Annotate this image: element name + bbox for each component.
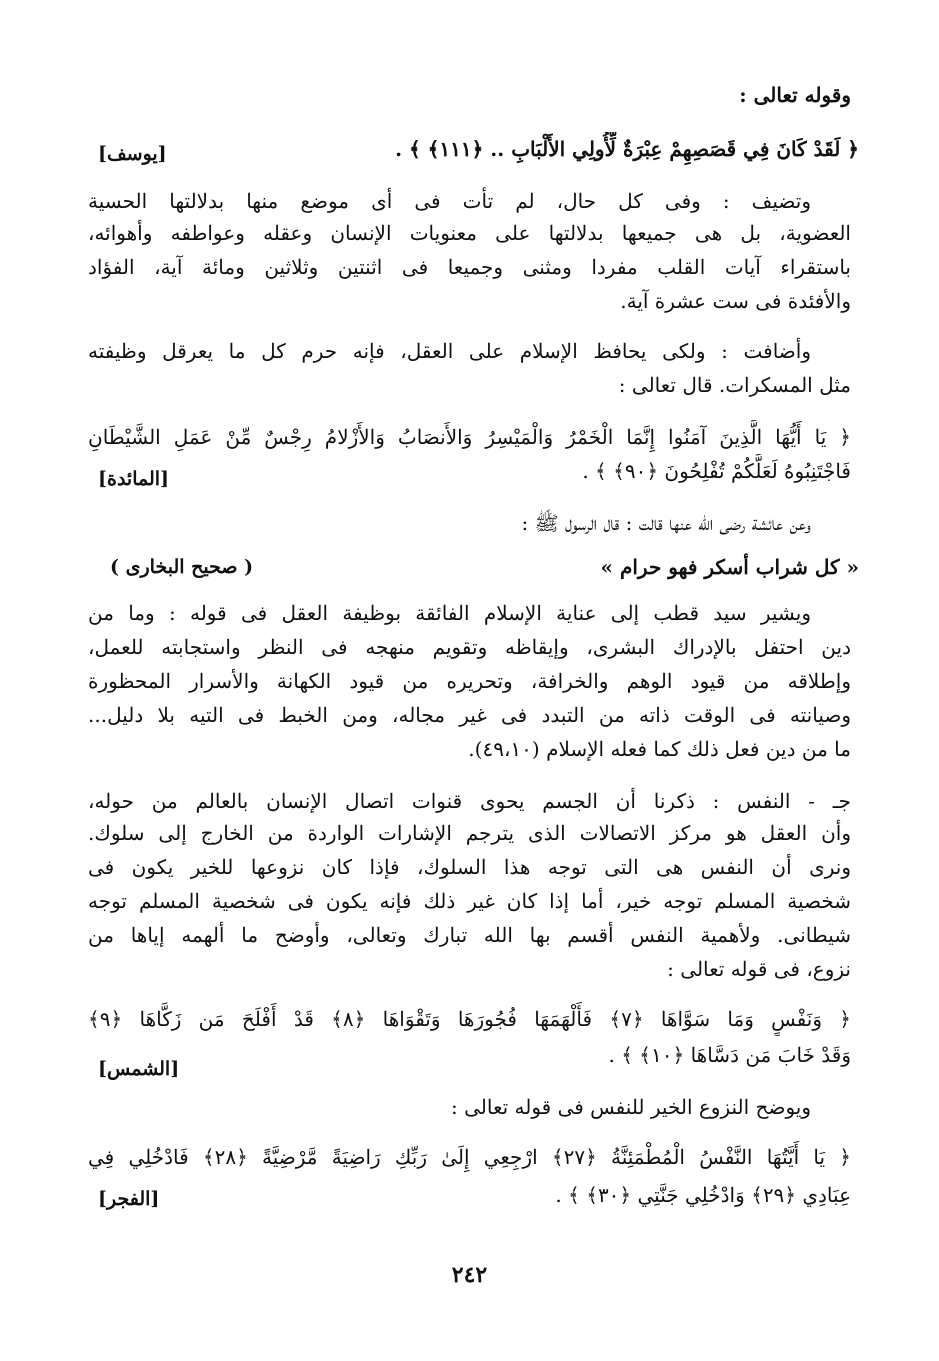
text-line: وعن عائشة رضى الله عنها قالت : قال الرسول ﷺ : <box>521 511 811 535</box>
text-line: وصيانته فى الوقت ذاته من التبدد فى غير مجاله، ومن الخبط فى التيه بلا دليل... <box>88 703 851 727</box>
quran-verse: ﴿ يَا أَيُّهَا الَّذِينَ آمَنُوا إِنَّمَا الْخَمْرُ وَالْمَيْسِرُ وَالأَنصَابُ وَالأَزْلامُ رِجْسٌ مِّنْ عَمَلِ الشَّيْطَانِ <box>88 425 851 449</box>
text-line: شخصية المسلم توجه خير، أما إذا كان غير ذلك فإنه يكون فى شخصية المسلم توجه <box>88 889 851 913</box>
hadith-source: ( صحيح البخارى ) <box>110 556 254 578</box>
text-line: ويشير سيد قطب إلى عناية الإسلام الفائقة بوظيفة العقل فى قوله : وما من <box>88 601 811 625</box>
text-line: العضوية، بل هى جميعها بدلالتها على معنويات الإنسان وعقله وعواطفه وأهوائه، <box>88 221 851 245</box>
quran-verse: فَاجْتَنِبُوهُ لَعَلَّكُمْ تُفْلِحُونَ ﴿٩٠﴾ ﴾ . <box>582 459 851 483</box>
quran-verse: عِبَادِي ﴿٢٩﴾ وَادْخُلِي جَنَّتِي ﴿٣٠﴾ ﴾ . <box>555 1183 851 1207</box>
text-line: شيطانى. ولأهمية النفس أقسم بها الله تبارك وتعالى، وأوضح ما ألهمه إياها من <box>88 923 851 947</box>
text-line: والأفئدة فى ست عشرة آية. <box>620 289 851 313</box>
text-line: وتضيف : وفى كل حال، لم تأت فى أى موضع منها بدلالتها الحسية <box>88 189 811 213</box>
text-line: ما من دين فعل ذلك كما فعله الإسلام (٤٩،١٠). <box>468 737 851 761</box>
verse-source: [الشمس] <box>98 1058 180 1080</box>
text-line: نزوع، فى قوله تعالى : <box>667 957 851 981</box>
hadith-text: « كل شراب أسكر فهو حرام » <box>600 555 859 579</box>
text-line: وأضافت : ولكى يحافظ الإسلام على العقل، فإنه حرم كل ما يعرقل وظيفته <box>88 339 811 363</box>
quran-verse: ﴿ لَقَدْ كَانَ فِي قَصَصِهِمْ عِبْرَةٌ لِّأُولِي الأَلْبَابِ .. ﴿١١١﴾ ﴾ . <box>395 137 859 161</box>
text-line: وإطلاقه من قيود الوهم والخرافة، وتحريره من قيود الكهانة والأسرار المحظورة <box>88 669 851 693</box>
verse-source: [الفجر] <box>98 1188 160 1210</box>
text-line: مثل المسكرات. قال تعالى : <box>618 373 851 397</box>
text-line: وقوله تعالى : <box>739 83 851 107</box>
page-number: ٢٤٢ <box>451 1262 488 1288</box>
text-line: وأن العقل هو مركز الاتصالات الذى يترجم الإشارات الواردة من الخارج إلى سلوك. <box>88 821 851 845</box>
verse-source: [يوسف] <box>98 143 167 165</box>
text-line: جـ - النفس : ذكرنا أن الجسم يحوى قنوات اتصال الإنسان بالعالم من حوله، <box>88 789 851 813</box>
quran-verse: ﴿ وَنَفْسٍ وَمَا سَوَّاهَا ﴿٧﴾ فَأَلْهَمَهَا فُجُورَهَا وَتَقْوَاهَا ﴿٨﴾ قَدْ أَفْلَحَ مَن زَكَّاهَا ﴿٩﴾ <box>88 1007 851 1031</box>
quran-verse: وَقَدْ خَابَ مَن دَسَّاهَا ﴿١٠﴾ ﴾ . <box>608 1043 851 1067</box>
quran-verse: ﴿ يَا أَيَّتُهَا النَّفْسُ الْمُطْمَئِنَّةُ ﴿٢٧﴾ ارْجِعِي إِلَىٰ رَبِّكِ رَاضِيَةً مَّرْضِيَّةً ﴿٢٨﴾ فَادْخُلِي فِي <box>88 1145 851 1169</box>
text-line: دين احتفل بالإدراك البشرى، وإيقاظه وتقويم منهجه فى النظر واستجابته للعمل، <box>88 635 851 659</box>
text-line: ونرى أن النفس هى التى توجه هذا السلوك، فإذا كان نزوعها للخير يكون فى <box>88 855 851 879</box>
text-line: باستقراء آيات القلب مفردا ومثنى وجميعا فى اثنتين وثلاثين ومائة آية، الفؤاد <box>88 255 851 279</box>
verse-source: [المائدة] <box>98 468 170 490</box>
text-line: ويوضح النزوع الخير للنفس فى قوله تعالى : <box>450 1095 811 1119</box>
